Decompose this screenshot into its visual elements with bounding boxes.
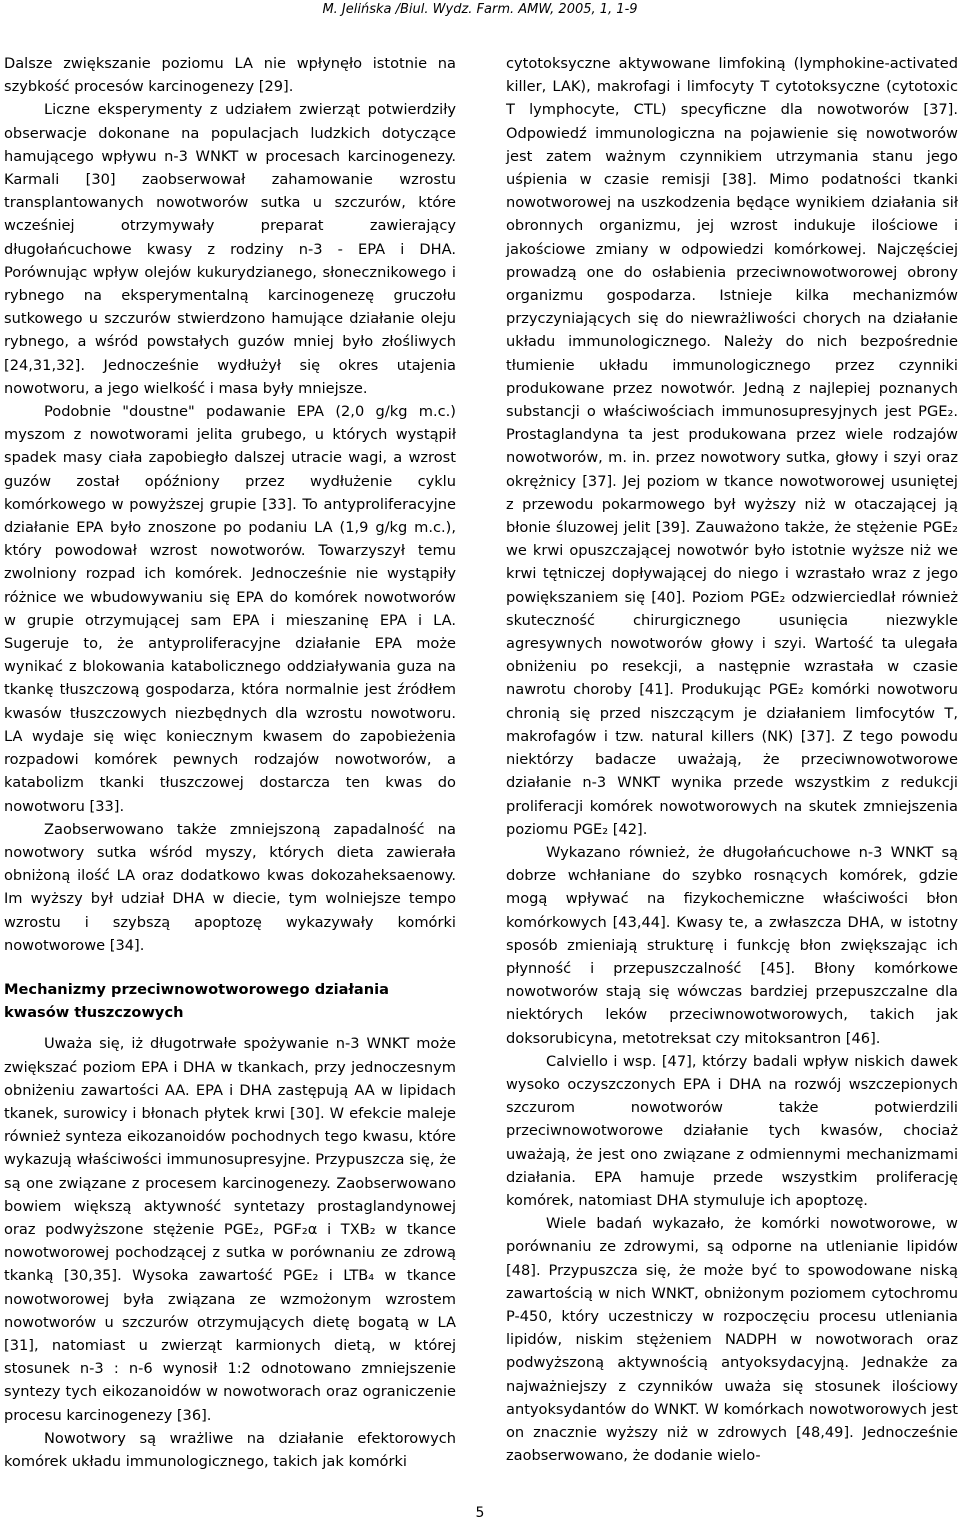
paragraph: Wiele badań wykazało, że komórki nowotworowe, w porównaniu ze zdrowymi, są odporne na utlenianie lipidów [48]. Przypuszcza się, że może być to spowodowane niską zawartością w nich WNKT, obniżonym poziomem cytochromu P-450, który uczestniczy w rozpoczęciu procesu utleniania lipidów, niskim stężeniem NADPH w nowotworach oraz podwyższoną aktywnością antyoksydacyjną. Jednakże za najważniejszy z czynników uważa się stosunek ilościowy antyoksydantów do WNKT. W komórkach nowotworowych jest on znacznie wyższy niż w zdrowych [48,49]. Jednocześnie zaobserwowano, że dodanie wielo- — [506, 1215, 958, 1465]
paragraph: Wykazano również, że długołańcuchowe n-3 WNKT są dobrze wchłaniane do szybko rosnących komórek, gdzie mogą wpływać na fizykochemiczne właściwości błon komórkowych [43,44]. Kwasy te, a zwłaszcza DHA, w istotny sposób zmieniają strukturę i funkcję błon zwiększając ich płynność i przepuszczalność [45]. Błony komórkowe nowotworów stają się wówczas bardziej przepuszczalne dla niektórych leków przeciwnowotworowych, takich jak doksorubicyna, metotreksat czy mitoksantron [46]. — [506, 843, 958, 1047]
paragraph: Liczne eksperymenty z udziałem zwierząt potwierdziły obserwacje dokonane na populacjach ludzkich dotyczące hamującego wpływu n-3 WNKT w procesach karcinogenezy. Karmali [30] zaobserwował zahamowanie wzrostu transplantowanych nowotworów sutka u szczurów, które wcześniej otrzymywały preparat zawierający długołańcuchowe kwasy z rodziny n-3 - EPA i DHA. Porównując wpływ olejów kukurydzianego, słonecznikowego i rybnego na eksperymentalną karcinogenezę gruczołu sutkowego u szczurów stwierdzono hamujące działanie oleju rybnego, a wśród powstałych guzów mniej było złośliwych [24,31,32]. Jednocześnie wydłużył się okres utajenia nowotworu, a jego wielkość i masa były mniejsze. — [4, 101, 456, 397]
paragraph: Podobnie "doustne" podawanie EPA (2,0 g/kg m.c.) myszom z nowotworami jelita grubego, u których wystąpił spadek masy ciała zapobiegło dalszej utracie wagi, a wzrost guzów został opóźniony przez wydłużenie cyklu komórkowego w powyższej grupie [33]. To antyproliferacyjne działanie EPA było znoszone po podaniu LA (1,9 g/kg m.c.), który powodował wzrost nowotworów. Towarzyszył temu zwolniony rozpad ich komórek. Jednocześnie nie wystąpiły różnice we wbudowywaniu się EPA do komórek nowotworów w grupie otrzymującej sam EPA i mieszaninę EPA i LA. Sugeruje to, że antyproliferacyjne działanie EPA może wynikać z blokowania katabolicznego oddziaływania guza na tkankę tłuszczową gospodarza, która normalnie jest źródłem kwasów tłuszczowych niezbędnych dla wzrostu nowotworu. LA wydaje się więc koniecznym kwasem do zapobieżenia rozpadowi komórek pewnych rodzajów nowotworów, a katabolizm tkanki tłuszczowej dostarcza ten kwas do nowotworu [33]. — [4, 403, 456, 815]
paragraph: Calviello i wsp. [47], którzy badali wpływ niskich dawek wysoko oczyszczonych EPA i DHA na rozwój wszczepionych szczurom nowotworów także potwierdzili przeciwnowotworowe działanie tych kwasów, chociaż uważają, że jest ono związane z odmiennymi mechanizmami działania. EPA hamuje przede wszystkim proliferację komórek, natomiast DHA stymuluje ich apoptozę. — [506, 1052, 958, 1209]
left-column — [4, 52, 456, 1473]
paragraph: cytotoksyczne aktywowane limfokiną (lymphokine-activated killer, LAK), makrofagi i limfocyty T cytotoksyczne (cytotoxic T lymphocyte, CTL) specyficzne dla nowotworów [37]. Odpowiedź immunologiczna na pojawienie się nowotworów jest zatem ważnym czynnikiem utrzymania stanu jego uśpienia w czasie remisji [38]. Mimo podatności tkanki nowotworowej na uszkodzenia będące wynikiem działania sił obronnych organizmu, jej wzrost indukuje ilościowe i jakościowe zmiany w odpowiedzi komórkowej. Najczęściej prowadzą one do osłabienia przeciwnowotworowej obrony organizmu gospodarza. Istnieje kilka mechanizmów przyczyniających się do niewrażliwości chorych na działanie układu immunologicznego. Należy do nich bezpośrednie tłumienie układu immunologicznego przez czynniki produkowane przez nowotwór. Jedną z najlepiej poznanych substancji o właściwościach immunosupresyjnych jest PGE₂. Prostaglandyna ta jest produkowana przez wiele rodzajów nowotworów, m. in. przez nowotwory sutka, głowy i szyi oraz okrężnicy [37]. Jej poziom w tkance nowotworowej usuniętej z przewodu pokarmowego był wyższy niż w otaczającej ją błonie śluzowej jelit [39]. Zauważono także, że stężenie PGE₂ we krwi opuszczającej nowotwór było istotnie wyższe niż we krwi tętniczej dopływającej do niego i wzrastało wraz z jego powiększaniem się [40]. Poziom PGE₂ odzwierciedlał również skuteczność chirurgicznego usunięcia niezwykle agresywnych nowotworów głowy i szyi. Wartość ta ulegała obniżeniu po resekcji, a następnie wzrastała w czasie nawrotu choroby [41]. Produkując PGE₂ komórki nowotworu chronią się przed niszczącym je działaniem limfocytów T, makrofagów i tzw. natural killers (NK) [37]. Z tego powodu niektórzy badacze uważają, że przeciwnowotworowe działanie n-3 WNKT wynika przede wszystkim z redukcji proliferacji komórek nowotworowych na skutek zmniejszenia poziomu PGE₂ [42]. — [506, 55, 958, 838]
right-column — [506, 52, 958, 1467]
page-number: 5 — [475, 1505, 485, 1521]
paragraph: Zaobserwowano także zmniejszoną zapadalność na nowotwory sutka wśród myszy, których dieta zawierała obniżoną ilość LA oraz dodatkowo kwas dokozaheksaenowy. Im wyższy był udział DHA w diecie, tym wolniejsze tempo wzrostu i szybszą apoptozę wykazywały komórki nowotworowe [34]. — [4, 820, 456, 954]
paragraph: Dalsze zwiększanie poziomu LA nie wpłynęło istotnie na szybkość procesów karcinogenezy [29]. — [4, 55, 456, 96]
running-header: M. Jelińska /Biul. Wydz. Farm. AMW, 2005, 1, 1-9 — [322, 2, 638, 17]
paragraph: Nowotwory są wrażliwe na działanie efektorowych komórek układu immunologicznego, takich jak komórki — [4, 1429, 456, 1470]
section-heading: Mechanizmy przeciwnowotworowego działania kwasów tłuszczowych — [4, 980, 390, 1022]
paragraph: Uważa się, iż długotrwałe spożywanie n-3 WNKT może zwiększać poziom EPA i DHA w tkankach, przy jednoczesnym obniżeniu zawartości AA. EPA i DHA zastępują AA w lipidach tkanek, surowicy i błonach płytek krwi [30]. W efekcie maleje również synteza eikozanoidów pochodnych tego kwasu, które wykazują właściwości immunosupresyjne. Przypuszcza się, że są one związane z procesem karcinogenezy. Zaobserwowano bowiem większą aktywność syntetazy prostaglandynowej oraz podwyższone stężenie PGE₂, PGF₂α i TXB₂ w tkance nowotworowej pochodzącej z sutka w porównaniu ze zdrową tkanką [30,35]. Wysoka zawartość PGE₂ i LTB₄ w tkance nowotworowej była związana ze wzmożonym wzrostem nowotworów u szczurów otrzymujących dietę bogatą w LA [31], natomiast u zwierząt karmionych dietą, w której stosunek n-3 : n-6 wynosił 1:2 odnotowano zmniejszenie syntezy tych eikozanoidów w nowotworach oraz ograniczenie procesu karcinogenezy [36]. — [4, 1035, 456, 1424]
